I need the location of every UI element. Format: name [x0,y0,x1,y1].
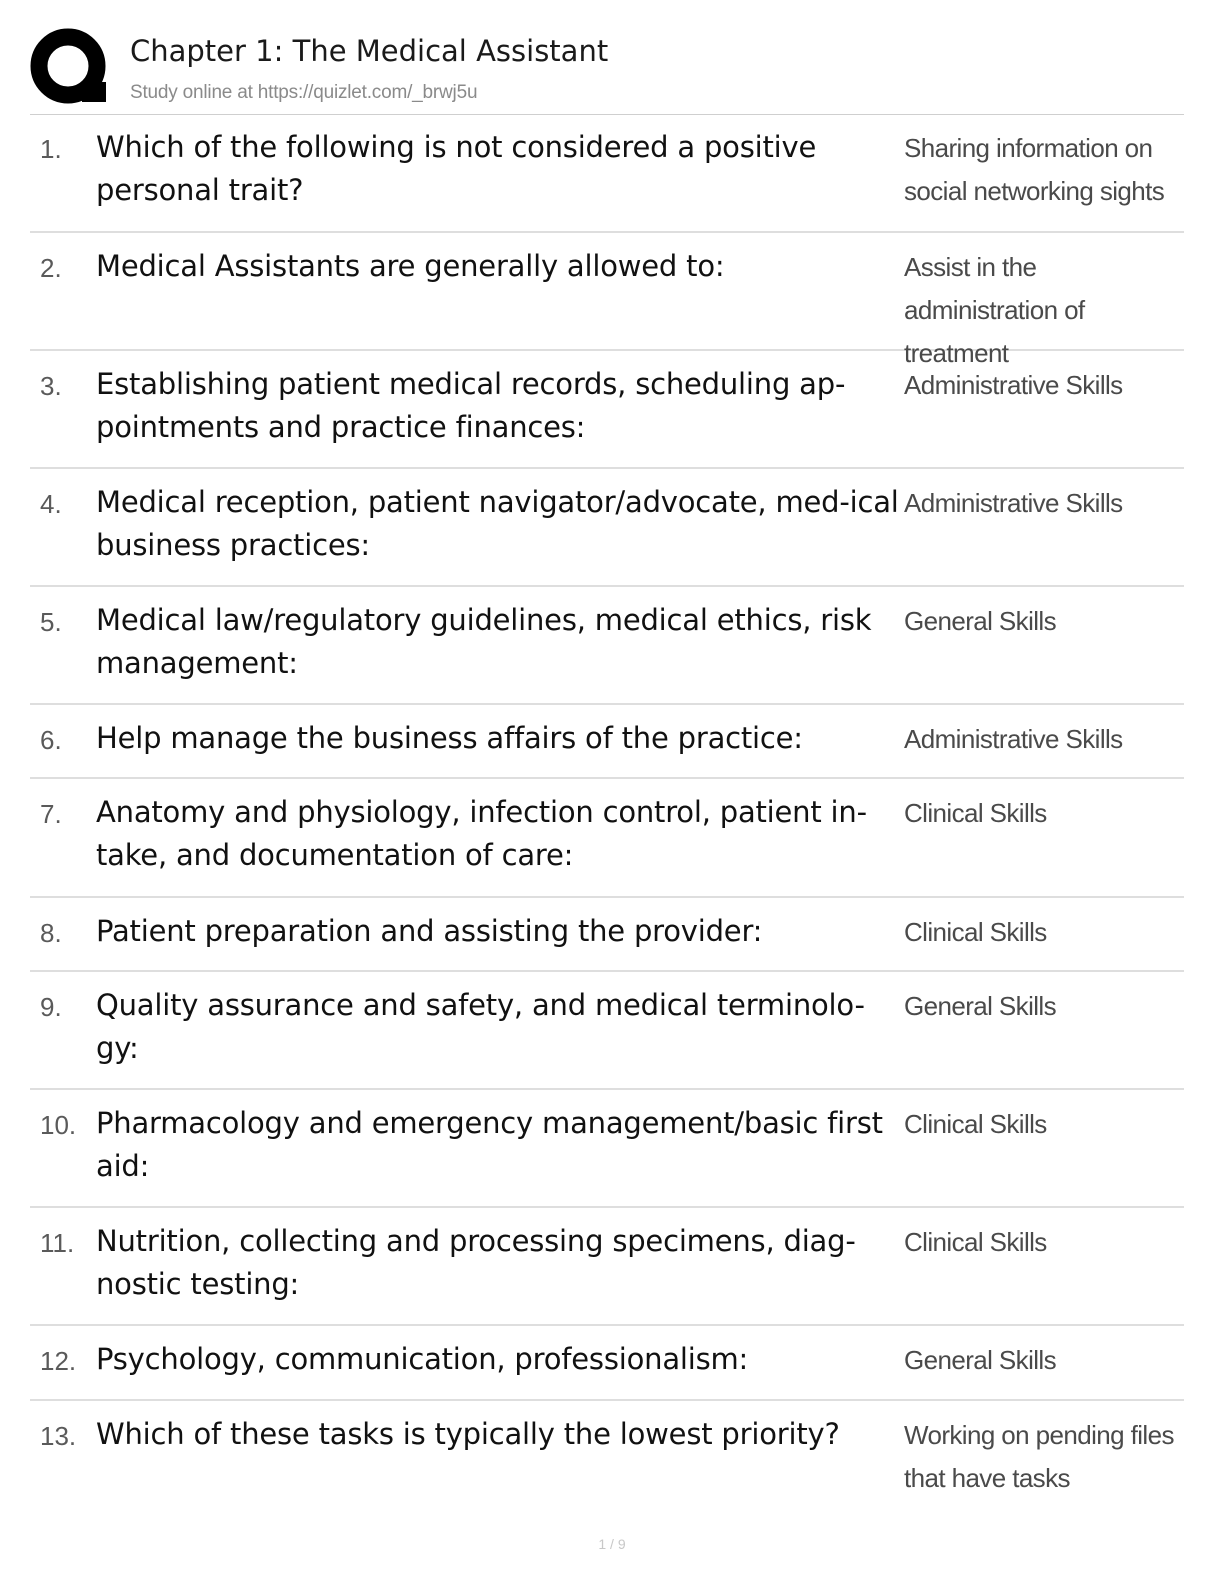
item-answer: General Skills [904,1345,1056,1375]
list-item [30,972,1184,1090]
list-item [30,1401,1184,1519]
list-item [30,1326,1184,1401]
flashcard-list [30,114,1184,1519]
item-question: Medical Assistants are generally allowed to: [96,249,725,283]
item-number: 9. [40,992,62,1022]
list-item [30,1208,1184,1326]
item-question: Medical reception, patient navigator/advocate, med-ical business practices: [96,485,899,562]
item-number: 13. [40,1421,77,1451]
item-answer: Administrative Skills [904,488,1123,518]
item-answer: Working on pending files that have tasks [904,1420,1174,1493]
item-number: 1. [40,134,62,164]
item-question: Establishing patient medical records, scheduling ap-pointments and practice finances: [96,367,846,444]
item-question: Pharmacology and emergency management/basic first aid: [96,1106,883,1183]
list-item [30,1090,1184,1208]
list-item [30,469,1184,587]
item-question: Quality assurance and safety, and medical terminolo-gy: [96,988,865,1065]
item-number: 12. [40,1346,77,1376]
item-question: Psychology, communication, professionalism: [96,1342,749,1376]
item-question: Help manage the business affairs of the practice: [96,721,803,755]
list-item [30,233,1184,368]
item-number: 3. [40,371,62,401]
item-answer: Clinical Skills [904,917,1047,947]
item-answer: Clinical Skills [904,798,1047,828]
item-number: 2. [40,253,62,283]
study-link[interactable]: Study online at https://quizlet.com/_brwj5u [130,82,478,103]
item-number: 8. [40,918,62,948]
item-answer: Clinical Skills [904,1109,1047,1139]
item-question: Anatomy and physiology, infection control, patient in-take, and documentation of care: [96,795,867,872]
item-question: Patient preparation and assisting the provider: [96,914,763,948]
item-number: 11. [40,1228,75,1258]
item-number: 7. [40,799,62,829]
item-answer: General Skills [904,606,1056,636]
item-question: Nutrition, collecting and processing specimens, diag-nostic testing: [96,1224,856,1301]
list-item [30,705,1184,779]
item-question: Medical law/regulatory guidelines, medical ethics, risk management: [96,603,872,680]
item-answer: Assist in the administration of treatment [904,252,1085,368]
item-number: 5. [40,607,62,637]
item-question: Which of the following is not considered a positive personal trait? [96,130,817,207]
page-number: 1 / 9 [598,1536,626,1552]
item-answer: Sharing information on social networking sights [904,133,1165,206]
list-item [30,351,1184,469]
list-item [30,779,1184,898]
list-item [30,898,1184,972]
quizlet-logo-icon [30,28,110,108]
list-item [30,587,1184,705]
item-answer: Administrative Skills [904,724,1123,754]
item-question: Which of these tasks is typically the lowest priority? [96,1417,840,1451]
page-title: Chapter 1: The Medical Assistant [130,34,609,68]
item-answer: Clinical Skills [904,1227,1047,1257]
item-answer: Administrative Skills [904,370,1123,400]
page-header [30,28,1184,115]
item-number: 10. [40,1110,77,1140]
item-answer: General Skills [904,991,1056,1021]
item-number: 6. [40,725,62,755]
list-item [30,114,1184,233]
item-number: 4. [40,489,62,519]
